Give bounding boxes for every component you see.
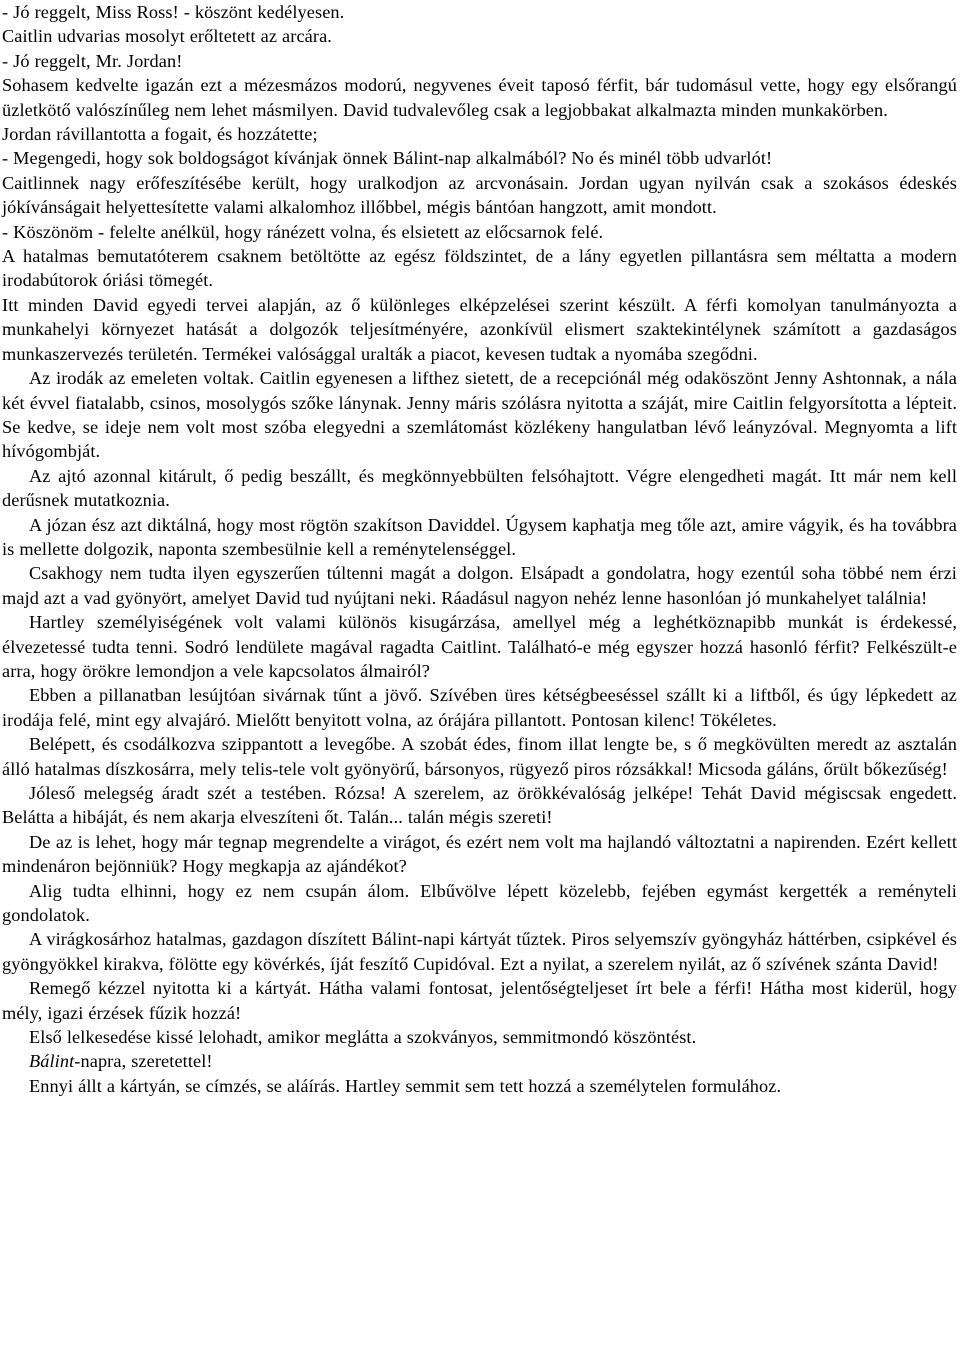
paragraph: Caitlinnek nagy erőfeszítésébe került, hogy uralkodjon az arcvonásain. Jordan ugyan nyilván csak a szokásos édeskés jókívánságait helyettesítette valami alkalomhoz illőbbel, mégis bántóan hangzott, amit mondott. <box>2 172 957 218</box>
paragraph: Hartley személyiségének volt valami különös kisugárzása, amellyel még a leghétköznapibb munkát is érdekessé, élvezetessé tudta tenni. Sodró lendülete magával ragadta Caitlint. Található-e még egyszer hozzá hasonló férfit? Felkészült-e arra, hogy örökre lemondjon a vele kapcsolatos álmairól? <box>2 612 957 681</box>
paragraph: - Jó reggelt, Mr. Jordan! <box>2 50 183 71</box>
paragraph: Sohasem kedvelte igazán ezt a mézesmázos modorú, negyvenes éveit taposó férfit, bár tudomásul vette, hogy egy elsőrangú üzletkötő valószínűleg nem lehet másmilyen. David tudvalevőleg csak a legjobbakat alkalmazta minden munkakörben. <box>2 75 957 120</box>
paragraph: - Jó reggelt, Miss Ross! - köszönt kedélyesen. <box>2 2 345 22</box>
paragraph: Caitlin udvarias mosolyt erőltetett az arcára. <box>2 26 332 47</box>
card-message-rest: -napra, szeretettel! <box>74 1051 213 1072</box>
paragraph: Belépett, és csodálkozva szippantott a levegőbe. A szobát édes, finom illat lengte be, s ő megkövülten meredt az asztalán álló hatalmas díszkosárra, mely telis-tele volt gyönyörű, bársonyos, rügyező piros rózsákkal! Micsoda gáláns, őrült bőkezűség! <box>2 734 957 779</box>
paragraph: Csakhogy nem tudta ilyen egyszerűen túltenni magát a dolgon. Elsápadt a gondolatra, hogy ezentúl soha többé nem érzi majd azt a vad gyönyört, amelyet David tud nyújtani neki. Ráadásul nagyon nehéz lenne hasonlóan jó munkahelyet találnia! <box>2 563 957 608</box>
paragraph: Itt minden David egyedi tervei alapján, az ő különleges elképzelései szerint készült. A férfi komolyan tanulmányozta a munkahelyi környezet hatását a dolgozók teljesítményére, azonkívül elismert szaktekintélynek számított a gazdaságos munkaszervezés területén. Termékei valósággal uralták a piacot, kevesen tudtak a nyomába szegődni. <box>2 294 957 364</box>
paragraph: A hatalmas bemutatóterem csaknem betöltötte az egész földszintet, de a lány egyetlen pillantásra sem méltatta a modern irodabútorok óriási tömegét. <box>2 246 957 291</box>
paragraph: De az is lehet, hogy már tegnap megrendelte a virágot, és ezért nem volt ma hajlandó változtatni a napirenden. Ezért kellett mindenáron bejönniük? Hogy megkapja az ajándékot? <box>2 831 957 877</box>
paragraph: A virágkosárhoz hatalmas, gazdagon díszített Bálint-napi kártyát tűztek. Piros selyemszív gyöngyház háttérben, csipkével és gyöngyökkel kirakva, fölötte egy kövérkés, íját feszítő Cupidóval. Ezt a nyilat, a szerelem nyilát, az ő szívének szánta David! <box>2 929 957 974</box>
paragraph: Ennyi állt a kártyán, se címzés, se aláírás. Hartley semmit sem tett hozzá a személytelen formulához. <box>29 1075 782 1096</box>
paragraph: Alig tudta elhinni, hogy ez nem csupán álom. Elbűvölve lépett közelebb, fejében egymást kergették a reményteli gondolatok. <box>2 880 957 926</box>
story-text <box>2 0 957 1098</box>
paragraph: Ebben a pillanatban lesújtóan sivárnak tűnt a jövő. Szívében üres kétségbeeséssel szállt ki a liftből, és úgy lépkedett az irodája felé, mint egy alvajáró. Mielőtt benyitott volna, az órájára pillantott. Pontosan kilenc! Tökéletes. <box>2 685 957 730</box>
paragraph: - Köszönöm - felelte anélkül, hogy ránézett volna, és elsietett az előcsarnok felé. <box>2 221 604 242</box>
paragraph: Első lelkesedése kissé lelohadt, amikor meglátta a szokványos, semmitmondó köszöntést. <box>29 1027 697 1048</box>
paragraph: Az ajtó azonnal kitárult, ő pedig beszállt, és megkönnyebbülten felsóhajtott. Végre elengedheti magát. Itt már nem kell derűsnek mutatkoznia. <box>2 465 957 511</box>
paragraph: - Megengedi, hogy sok boldogságot kívánjak önnek Bálint-nap alkalmából? No és minél több udvarlót! <box>2 148 773 169</box>
paragraph: Az irodák az emeleten voltak. Caitlin egyenesen a lifthez sietett, de a recepciónál még odaköszönt Jenny Ashtonnak, a nála két évvel fiatalabb, csinos, mosolygós szőke lánynak. Jenny máris szólásra nyitotta a száját, mire Caitlin felgyorsította a lépteit. Se kedve, se ideje nem volt most szóba elegyedni a szemlátomást közlékeny hangulatban lévő leányzóval. Megnyomta a lift hívógombját. <box>2 368 957 462</box>
card-message-paragraph <box>2 1049 957 1073</box>
card-message-italic: Bálint <box>29 1051 75 1072</box>
paragraph: Jóleső melegség áradt szét a testében. Rózsa! A szerelem, az örökkévalóság jelképe! Tehát David mégiscsak engedett. Belátta a hibáját, és nem akarja elveszíteni őt. Talán... talán mégis szereti! <box>2 783 957 828</box>
paragraph: Jordan rávillantotta a fogait, és hozzátette; <box>2 124 318 145</box>
paragraph: A józan ész azt diktálná, hogy most rögtön szakítson Daviddel. Úgysem kaphatja meg tőle azt, amire vágyik, és ha továbbra is mellette dolgozik, naponta szembesülnie kell a reménytelenséggel. <box>2 514 957 559</box>
paragraph: Remegő kézzel nyitotta ki a kártyát. Hátha valami fontosat, jelentőségteljeset írt bele a férfi! Hátha most kiderül, hogy mély, igazi érzések fűzik hozzá! <box>2 978 957 1023</box>
